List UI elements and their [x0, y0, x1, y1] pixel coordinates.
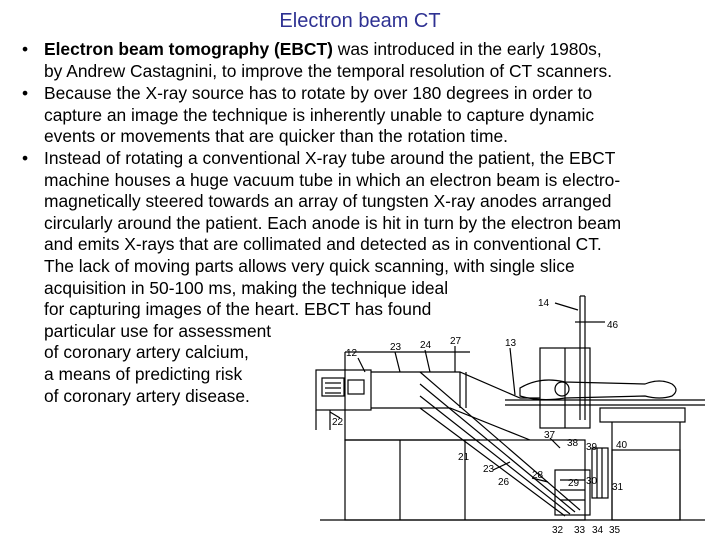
callout-label: 23 — [390, 342, 402, 353]
callout-label: 28 — [532, 470, 544, 481]
callout-label: 26 — [498, 477, 510, 488]
bold-term: Electron beam tomography (EBCT) — [44, 39, 333, 59]
bullet-line: and emits X-rays that are collimated and detected as in conventional CT. — [44, 234, 602, 255]
bullet-line: by Andrew Castagnini, to improve the temporal resolution of CT scanners. — [44, 60, 613, 81]
callout-label: 23 — [483, 464, 495, 475]
callout-label: 40 — [616, 440, 628, 451]
bullet-line: machine houses a huge vacuum tube in which an electron beam is electro- — [44, 169, 621, 190]
bullet-line: circularly around the patient. Each anode is hit in turn by the electron beam — [44, 212, 622, 233]
ebct-scanner-diagram — [305, 288, 715, 538]
bullet-line: particular use for assessment — [44, 320, 272, 341]
callout-label: 34 — [592, 525, 604, 536]
slide-title: Electron beam CT — [279, 10, 441, 32]
bullet-line: acquisition in 50-100 ms, making the technique ideal — [44, 277, 449, 298]
callout-label: 46 — [607, 320, 619, 331]
callout-label: 38 — [567, 438, 579, 449]
bullet-line: a means of predicting risk — [44, 363, 243, 384]
callout-label: 35 — [609, 525, 621, 536]
callout-label: 24 — [420, 340, 432, 351]
callout-label: 29 — [568, 478, 580, 489]
bullet-item — [22, 83, 712, 148]
bullet-line: capture an image the technique is inherently unable to capture dynamic — [44, 104, 595, 125]
line-text: was introduced in the early 1980s, — [332, 39, 602, 59]
callout-label: 30 — [586, 476, 598, 487]
callout-label: 32 — [552, 525, 564, 536]
callout-label: 13 — [505, 338, 517, 349]
callout-label: 37 — [544, 430, 556, 441]
bullet-line: for capturing images of the heart. EBCT has found — [44, 299, 432, 320]
bullet-line: events or movements that are quicker than the rotation time. — [44, 126, 508, 147]
callout-label: 33 — [574, 525, 586, 536]
bullet-item — [22, 39, 712, 83]
bullet-line — [44, 39, 712, 61]
bullet-line: magnetically steered towards an array of tungsten X-ray anodes arranged — [44, 191, 612, 212]
bullet-line: • Instead of rotating a conventional X-ray tube around the patient, the EBCT — [44, 148, 616, 168]
callout-label: 39 — [586, 442, 598, 453]
callout-label: 12 — [346, 348, 358, 359]
bullet-line: of coronary artery disease. — [44, 385, 250, 406]
callout-label: 21 — [458, 452, 470, 463]
callout-label: 27 — [450, 336, 462, 347]
callout-label: 14 — [538, 298, 550, 309]
callout-label: 22 — [332, 417, 344, 428]
bullet-line: • Because the X-ray source has to rotate by over 180 degrees in order to — [44, 83, 593, 103]
bullet-line: The lack of moving parts allows very quick scanning, with single slice — [44, 255, 575, 276]
callout-label: 31 — [612, 482, 624, 493]
bullet-line: of coronary artery calcium, — [44, 342, 249, 363]
